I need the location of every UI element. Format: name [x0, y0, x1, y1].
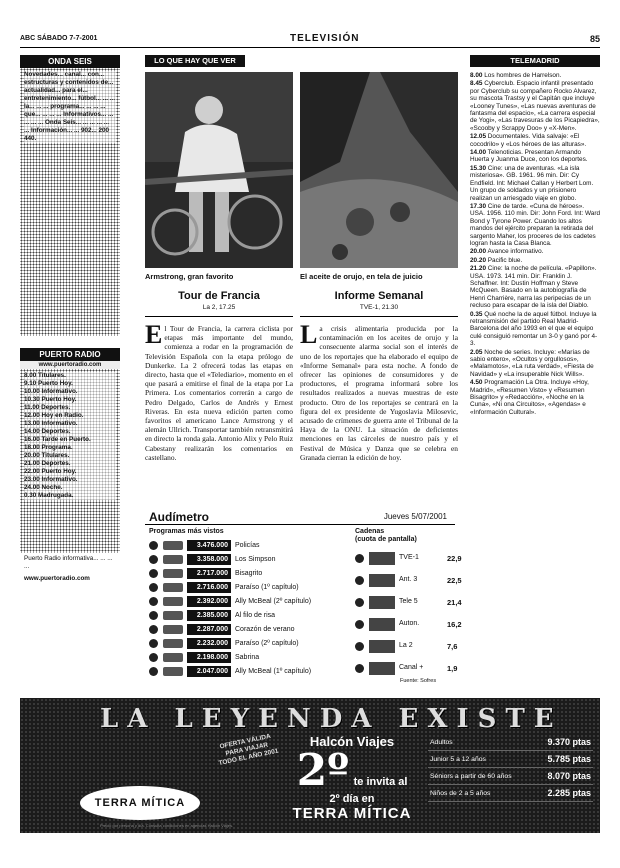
channel-dot-icon	[149, 653, 158, 662]
radio-schedule-item: 12.00 Hoy en Radio.	[24, 412, 84, 419]
informe-title: Informe Semanal	[334, 290, 424, 302]
channel-share: 21,4	[447, 598, 462, 607]
ad-promo	[282, 734, 422, 822]
channel-logo-icon	[369, 662, 395, 675]
channel-share: 1,9	[447, 664, 458, 673]
channel-logo-icon	[163, 541, 183, 550]
channel-row	[355, 548, 462, 570]
price-label: Junior 5 a 12 años	[428, 751, 534, 768]
onda-seis-box	[20, 68, 120, 336]
channel-row	[355, 658, 458, 680]
schedule-time: 8.00	[470, 72, 483, 79]
puerto-radio-note: Puerto Radio informativa... ... ... ...	[24, 555, 113, 570]
channel-row	[355, 614, 462, 636]
radio-schedule-item: 0.30 Madrugada.	[24, 492, 74, 499]
audimetro-date: Jueves 5/07/2001	[383, 512, 447, 521]
channel-name: Ant. 3	[399, 576, 418, 583]
audimetro-panel	[145, 510, 462, 688]
telemadrid-heading: TELEMADRID	[470, 55, 600, 67]
ad-park: TERRA MÍTICA	[292, 805, 412, 822]
price-label: Adultos	[428, 734, 534, 751]
programs-heading: Programas más vistos	[149, 528, 224, 535]
price-value: 8.070 ptas	[534, 768, 593, 785]
program-viewers: 2.047.000	[187, 666, 231, 677]
armstrong-photo	[145, 72, 293, 268]
program-name: Paraíso (1º capítulo)	[235, 584, 299, 591]
radio-schedule-item: 16.00 Tarde en Puerto.	[24, 436, 91, 443]
radio-schedule-item: 9.10 Puerto Hoy.	[24, 380, 73, 387]
schedule-time: 12.05	[470, 133, 486, 141]
schedule-text: Los hombres de Harrelson.	[484, 72, 562, 79]
schedule-time: 20.00	[470, 248, 486, 256]
channel-logo-icon	[369, 640, 395, 653]
puerto-radio-heading: PUERTO RADIO	[20, 348, 120, 361]
program-viewers: 2.232.000	[187, 638, 231, 649]
schedule-time: 0.35	[470, 310, 483, 318]
puerto-radio-list	[24, 372, 116, 500]
program-row	[149, 624, 349, 636]
left-photo-caption: Armstrong, gran favorito	[145, 272, 234, 281]
program-name: Ally McBeal (1º capítulo)	[235, 668, 312, 675]
channel-logo-icon	[163, 667, 183, 676]
tour-schedule: La 2, 17.25	[202, 304, 236, 311]
schedule-item	[470, 257, 600, 264]
program-viewers: 2.392.000	[187, 596, 231, 607]
radio-schedule-item: 10.30 Puerto Hoy.	[24, 396, 77, 403]
radio-schedule-item: 11.00 Deportes.	[24, 404, 71, 411]
schedule-time: 4.50	[470, 379, 483, 387]
channel-logo-icon	[163, 653, 183, 662]
puerto-radio-schedule	[20, 369, 120, 553]
channel-share: 22,9	[447, 554, 462, 563]
channel-dot-icon	[149, 639, 158, 648]
price-value: 9.370 ptas	[534, 734, 593, 751]
program-viewers: 2.287.000	[187, 624, 231, 635]
program-name: Paraíso (2º capítulo)	[235, 640, 299, 647]
section-title: TELEVISIÓN	[290, 33, 360, 44]
channel-logo-icon	[163, 569, 183, 578]
schedule-text: Pacific blue.	[487, 256, 523, 264]
onda-seis-text: Novedades... canal... con... estructuras y contenidos de... actualidad... para el... entretenimiento... fútbol... ... ... la... ... ... programa... ... ... ... que... ... ... ... Informativos... ... ... ... ... Onda Seis... ... ... ... ... ... Información... ... 902... 200 440.	[24, 71, 115, 142]
channel-name: TVE-1	[399, 554, 419, 561]
channel-dot-icon	[149, 583, 158, 592]
page-number: 85	[589, 34, 600, 44]
schedule-item	[470, 133, 600, 148]
schedule-item	[470, 72, 600, 79]
program-row	[149, 652, 349, 664]
price-value: 5.785 ptas	[534, 751, 593, 768]
price-row	[428, 751, 593, 768]
radio-schedule-item: 23.00 Informativo.	[24, 476, 78, 483]
puerto-radio-footer: www.puertoradio.com	[24, 575, 90, 582]
program-name: Ally McBeal (2º capítulo)	[235, 598, 312, 605]
program-row	[149, 568, 349, 580]
channel-dot-icon	[355, 664, 364, 673]
ad-big-number: 2º	[296, 745, 350, 796]
channel-dot-icon	[149, 625, 158, 634]
schedule-text: Avance informativo.	[487, 248, 544, 256]
ad-offer-badge: OFERTA VÁLIDA PARA VIAJAR TODO EL AÑO 2001	[218, 732, 280, 768]
program-name: Bisagrito	[235, 570, 263, 577]
terra-mitica-logo: TERRA MÍTICA	[80, 786, 200, 820]
channel-logo-icon	[163, 625, 183, 634]
radio-schedule-item: 10.00 Informativo.	[24, 388, 78, 395]
channel-logo-icon	[163, 611, 183, 620]
schedule-item	[470, 165, 600, 202]
schedule-text: Cine: una de aventuras. «La isla misteriosa». GB. 1961. 96 min. Dir: Cy Endfield. Int: Michael Callan y Herbert Lom. Un grupo de soldados y un prisionero realizan un arriesgado viaje en globo.	[470, 164, 594, 202]
channel-logo-icon	[163, 583, 183, 592]
price-row	[428, 785, 593, 802]
orujo-photo	[300, 72, 458, 268]
program-row	[149, 638, 349, 650]
radio-schedule-item: 24.00 Noche.	[24, 484, 63, 491]
schedule-item	[470, 80, 600, 132]
channel-dot-icon	[149, 541, 158, 550]
ad-invite-2: 2º día en	[329, 793, 375, 805]
schedule-time: 14.00	[470, 149, 486, 157]
tour-article	[145, 324, 293, 504]
schedule-text: Cyberclub. Espacio infantil presentado por Cyberclub su compañero Rocko Alvarez, su mascota Trastsy y el Capitán que incluye «Looney Tunes», «Las nuevas aventuras de fantasma del espacio», «La carrera especial de Yogi», «Las travesuras de los Picapiedra», «Scooby y Scrappy Doo» y «X-Men».	[470, 80, 600, 132]
page-date: ABC SÁBADO 7-7-2001	[20, 35, 98, 42]
audimetro-source: Fuente: Sofres	[400, 678, 437, 684]
schedule-item	[470, 265, 600, 309]
ad-fine-print: Precio por persona y día. Consulta condiciones en agencias Halcón Viajes.	[100, 823, 234, 828]
schedule-text: Cine: la noche de película. «Papillon». USA. 1973. 141 min. Dir: Franklin J. Schaffner. Int: Dustin Hoffman y Steve McQueen. Basado en la autobiografía de Henri Charrière, narra las peripecias de un recluso para escapar de la isla del Diablo.	[470, 265, 597, 310]
program-viewers: 2.716.000	[187, 582, 231, 593]
channel-row	[355, 592, 462, 614]
channel-dot-icon	[355, 620, 364, 629]
schedule-item	[470, 349, 600, 379]
tour-body: l Tour de Francia, la carrera ciclista por etapas más importante del mundo, comienza a rodar en la programación de Televisión Española con la etapa prólogo de Dunkerke. La 2 ofrecerá todas las etapas en directo, hasta que el «Telediario», momento en el que pasará a emitirse el final de la etapa por La Primera. Los comentarios correrán a cargo de Pedro Delgado, Carlos de Andrés y Ernest Riveras. En esta nueva edición parten como favoritos el americano Lance Armstrong y el alemán Ullrich. Transportar también retransmitirá en directo la ronda gala. Antonio Alix y Pelo Ruiz Cabestany realizarán los comentarios en castellano.	[145, 324, 293, 462]
channel-share: 7,6	[447, 642, 458, 651]
radio-schedule-item: 8.00 Titulares.	[24, 372, 66, 379]
program-name: Sabrina	[235, 654, 260, 661]
channel-dot-icon	[149, 555, 158, 564]
program-viewers: 2.717.000	[187, 568, 231, 579]
schedule-item	[470, 203, 600, 247]
schedule-text: Programación La Otra. Incluye «Hoy, Madrid», «Resumen Visto» y «Resumen Bisagrito» y «Redacción», «Noche en la Cuna», «Ni ona Circuitos», «Agendas» e «Información Cultural».	[470, 379, 589, 416]
schedule-text: Noche de series. Incluye: «Marías de sabio entero», «Ocultos y orgullosos», «Malamotos», «La ruta verdad», «Fiesta de Navidad» y «La insuperable Nick Wills».	[470, 348, 594, 378]
schedule-time: 2.05	[470, 348, 483, 356]
onda-seis-heading: ONDA SEIS	[20, 55, 120, 68]
channel-dot-icon	[355, 598, 364, 607]
schedule-text: Qué noche la de aquel fútbol. Incluye la retransmisión del partido Real Madrid-Barcelona del año 1993 en el que el equipo culé consiguió remontar un 3-0 y ganó por 4-3.	[470, 310, 598, 348]
channel-logo-icon	[163, 639, 183, 648]
channels-heading: Cadenas	[355, 528, 385, 535]
channel-row	[355, 570, 462, 592]
feature-tag: LO QUE HAY QUE VER	[145, 55, 245, 67]
channel-dot-icon	[149, 611, 158, 620]
channel-share: 16,2	[447, 620, 462, 629]
channel-name: Auton.	[399, 620, 420, 627]
program-name: Los Simpson	[235, 556, 276, 563]
schedule-time: 21.20	[470, 265, 486, 273]
schedule-text: Telenoticias. Presentan Armando Huerta y Juanma Duce, con los deportes.	[470, 149, 588, 164]
channel-dot-icon	[355, 642, 364, 651]
channel-logo-icon	[163, 597, 183, 606]
channel-name: La 2	[399, 642, 413, 649]
program-viewers: 3.476.000	[187, 540, 231, 551]
program-row	[149, 582, 349, 594]
program-row	[149, 540, 349, 552]
channel-dot-icon	[149, 569, 158, 578]
informe-dropcap: L	[300, 324, 318, 349]
telemadrid-schedule	[470, 72, 600, 417]
channel-logo-icon	[369, 618, 395, 631]
page-header	[20, 33, 600, 48]
informe-article	[300, 324, 458, 504]
schedule-item	[470, 311, 600, 348]
schedule-item	[470, 379, 600, 416]
radio-schedule-item: 20.00 Titulares.	[24, 452, 70, 459]
price-value: 2.285 ptas	[534, 785, 593, 802]
channel-row	[355, 636, 458, 658]
channel-dot-icon	[355, 554, 364, 563]
channel-dot-icon	[149, 597, 158, 606]
informe-schedule: TVE-1, 21.30	[359, 304, 399, 311]
radio-schedule-item: 14.00 Deportes.	[24, 428, 71, 435]
price-row	[428, 734, 593, 751]
right-photo-caption: El aceite de orujo, en tela de juicio	[300, 272, 423, 281]
program-row	[149, 666, 349, 678]
channel-logo-icon	[369, 574, 395, 587]
radio-schedule-item: 22.00 Puerto Hoy.	[24, 468, 77, 475]
audimetro-title: Audímetro	[149, 510, 209, 524]
ad-invite: te invita al	[353, 776, 408, 788]
program-name: Policías	[235, 542, 260, 549]
channel-logo-icon	[369, 552, 395, 565]
schedule-time: 8.45	[470, 80, 483, 88]
informe-body: a crisis alimentaria producida por la contaminación en los aceites de orujo y la consecuente alarma social son el interés de uno de los reportajes que ha elaborado el equipo de «Informe Semanal» para esta noche. A fondo de ofrecer las opiniones de consumidores y de productores, el programa informará sobre los resultados realizados a nuevas muestras de este producto. Otro de los reportajes se centrará en la figura del ex presidente de Yugoslavia Milosevic, acusado de crímenes de guerra ante el Tribunal de la Haya de la ONU. La situación de deficientes menciones en las cárceles de nuestro país y el Festival de Música y Danza que se celebra en Granada cierran la edición de hoy.	[300, 324, 458, 462]
tour-dropcap: E	[145, 324, 163, 349]
schedule-time: 15.30	[470, 164, 486, 172]
program-viewers: 2.385.000	[187, 610, 231, 621]
channel-dot-icon	[149, 667, 158, 676]
program-row	[149, 554, 349, 566]
price-label: Séniors a partir de 60 años	[428, 768, 534, 785]
program-name: Corazón de verano	[235, 626, 295, 633]
channel-dot-icon	[355, 576, 364, 585]
channels-subheading: (cuota de pantalla)	[355, 536, 417, 543]
price-row	[428, 768, 593, 785]
schedule-time: 17.30	[470, 202, 486, 210]
program-name: Al filo de risa	[235, 612, 276, 619]
schedule-item	[470, 149, 600, 164]
program-viewers: 2.198.000	[187, 652, 231, 663]
channel-share: 22,5	[447, 576, 462, 585]
schedule-text: Cine de tarde. «Cuna de héroes». USA. 1956. 110 min. Dir: John Ford. Int: Ward Bond y Tyrone Power. Cuando los altos mandos del ejército preparan la retirada del sargento Maher, los proceres de los cadetes logran hasta la Casa Blanca.	[470, 202, 600, 247]
schedule-item	[470, 248, 600, 255]
puerto-radio-url: www.puertoradio.com	[20, 361, 120, 369]
channel-logo-icon	[163, 555, 183, 564]
radio-schedule-item: 18.00 Programa.	[24, 444, 73, 451]
program-row	[149, 610, 349, 622]
radio-schedule-item: 21.00 Deportes.	[24, 460, 71, 467]
channel-logo-icon	[369, 596, 395, 609]
tour-title: Tour de Francia	[178, 290, 260, 302]
ad-price-table	[428, 734, 593, 802]
ad-headline: LA LEYENDA EXISTE	[100, 704, 563, 734]
radio-schedule-item: 13.00 Informativo.	[24, 420, 78, 427]
channel-name: Tele 5	[399, 598, 418, 605]
program-row	[149, 596, 349, 608]
channel-name: Canal +	[399, 664, 424, 671]
ad-brand: Halcón Viajes	[309, 734, 395, 749]
advertisement	[20, 698, 600, 833]
left-column	[20, 55, 120, 695]
price-label: Niños de 2 a 5 años	[428, 785, 534, 802]
schedule-text: Documentales. Vida salvaje: «El cocodrilo» y «Los héroes de las alturas».	[470, 133, 587, 148]
schedule-time: 20.20	[470, 256, 486, 264]
program-viewers: 3.358.000	[187, 554, 231, 565]
